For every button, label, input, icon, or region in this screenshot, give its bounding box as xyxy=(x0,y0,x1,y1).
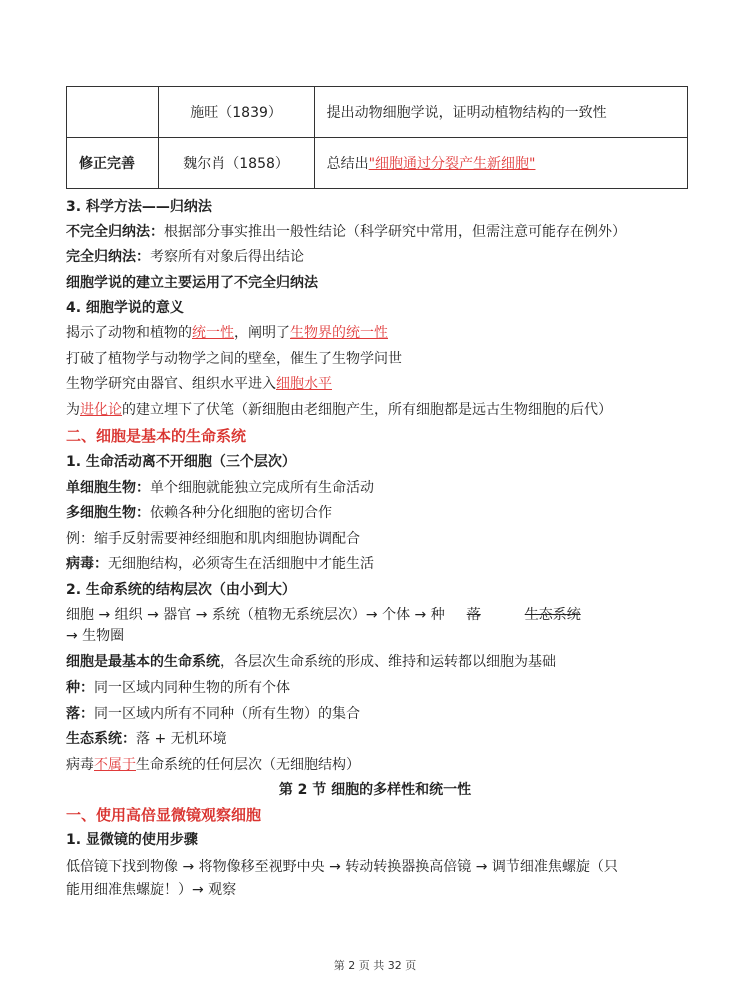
text-span: 落 xyxy=(466,607,481,623)
term-text: 同一区域内同种生物的所有个体 xyxy=(94,680,290,696)
paragraph: 例：缩手反射需要神经细胞和肌肉细胞协调配合 xyxy=(66,531,360,547)
term-text: 依赖各种分化细胞的密切合作 xyxy=(150,505,332,521)
term-label: 多细胞生物： xyxy=(66,505,150,521)
section-heading: 3. 科学方法——归纳法 xyxy=(66,199,212,215)
text-span: 病毒 xyxy=(66,757,94,773)
part-heading: 一、使用高倍显微镜观察细胞 xyxy=(66,806,262,824)
highlight-span: 不属于 xyxy=(94,757,136,773)
text-span: 生命系统的任何层次（无细胞结构） xyxy=(136,757,360,773)
paragraph xyxy=(66,503,696,523)
text-span: 为 xyxy=(66,402,80,418)
term-text: 无细胞结构，必须寄生在活细胞中才能生活 xyxy=(108,556,374,572)
term-label: 细胞是最基本的生命系统 xyxy=(66,654,220,670)
term-label: 生态系统： xyxy=(66,731,136,747)
term-text: ，各层次生命系统的形成、维持和运转都以细胞为基础 xyxy=(220,654,556,670)
highlight-span: 细胞水平 xyxy=(276,376,332,392)
term-label: 不完全归纳法： xyxy=(66,224,164,240)
section-heading: 2. 生命系统的结构层次（由小到大） xyxy=(66,582,296,598)
text-span: 的建立埋下了伏笔（新细胞由老细胞产生，所有细胞都是远古生物细胞的后代） xyxy=(122,402,612,418)
table-cell-person: 施旺（1839） xyxy=(158,87,314,138)
content-highlight: "细胞通过分裂产生新细胞" xyxy=(368,156,536,172)
text-span: ，阐明了 xyxy=(234,325,290,341)
table-cell-content xyxy=(314,138,687,189)
term-text: 根据部分事实推出一般性结论（科学研究中常用，但需注意可能存在例外） xyxy=(164,224,626,240)
section-heading: 1. 生命活动离不开细胞（三个层次） xyxy=(66,454,296,470)
term-label: 落： xyxy=(66,706,94,722)
paragraph: 能用细准焦螺旋！）→ 观察 xyxy=(66,882,237,898)
paragraph xyxy=(66,222,696,242)
text-span: 揭示了动物和植物的 xyxy=(66,325,192,341)
term-text: 单个细胞就能独立完成所有生命活动 xyxy=(150,480,374,496)
paragraph: 打破了植物学与动物学之间的壁垒，催生了生物学问世 xyxy=(66,351,402,367)
page-footer: 第 2 页 共 32 页 xyxy=(333,959,417,972)
term-text: 考察所有对象后得出结论 xyxy=(150,249,304,265)
table-cell-content: 提出动物细胞学说，证明动植物结构的一致性 xyxy=(314,87,687,138)
paragraph: → 生物圈 xyxy=(66,628,125,644)
paragraph xyxy=(66,323,696,343)
table-cell-person: 魏尔肖（1858） xyxy=(158,138,314,189)
highlight-span: 进化论 xyxy=(80,402,122,418)
text-span: 生物学研究由器官、组织水平进入 xyxy=(66,376,276,392)
section-heading: 1. 显微镜的使用步骤 xyxy=(66,832,198,848)
term-text: 同一区域内所有不同种（所有生物）的集合 xyxy=(94,706,360,722)
highlight-span: 生物界的统一性 xyxy=(290,325,388,341)
paragraph: 细胞学说的建立主要运用了不完全归纳法 xyxy=(66,275,318,291)
term-text: 落 + 无机环境 xyxy=(136,731,227,747)
paragraph xyxy=(66,652,696,672)
paragraph xyxy=(66,478,696,498)
part-heading: 二、细胞是基本的生命系统 xyxy=(66,427,247,445)
paragraph xyxy=(66,755,696,775)
term-label: 单细胞生物： xyxy=(66,480,150,496)
paragraph xyxy=(66,704,696,724)
content-prefix: 总结出 xyxy=(326,156,369,172)
table-cell-label: 修正完善 xyxy=(67,138,159,189)
table-row xyxy=(67,87,688,138)
paragraph xyxy=(66,374,696,394)
paragraph xyxy=(66,247,696,267)
term-label: 病毒： xyxy=(66,556,108,572)
paragraph xyxy=(66,554,696,574)
chapter-title: 第 2 节 细胞的多样性和统一性 xyxy=(278,782,472,798)
paragraph xyxy=(66,729,696,749)
paragraph: 低倍镜下找到物像 → 将物像移至视野中央 → 转动转换器换高倍镜 → 调节细准焦螺旋（只 xyxy=(66,859,618,875)
table-row xyxy=(67,138,688,189)
term-label: 完全归纳法： xyxy=(66,249,150,265)
history-table xyxy=(66,86,688,189)
text-span: 细胞 → 组织 → 器官 → 系统（植物无系统层次）→ 个体 → 种 xyxy=(66,607,445,623)
paragraph xyxy=(66,605,696,625)
section-heading: 4. 细胞学说的意义 xyxy=(66,300,184,316)
paragraph xyxy=(66,400,696,420)
term-label: 种： xyxy=(66,680,94,696)
table-cell-label xyxy=(67,87,159,138)
paragraph xyxy=(66,678,696,698)
text-span: 生态系统 xyxy=(524,607,581,623)
highlight-span: 统一性 xyxy=(192,325,234,341)
